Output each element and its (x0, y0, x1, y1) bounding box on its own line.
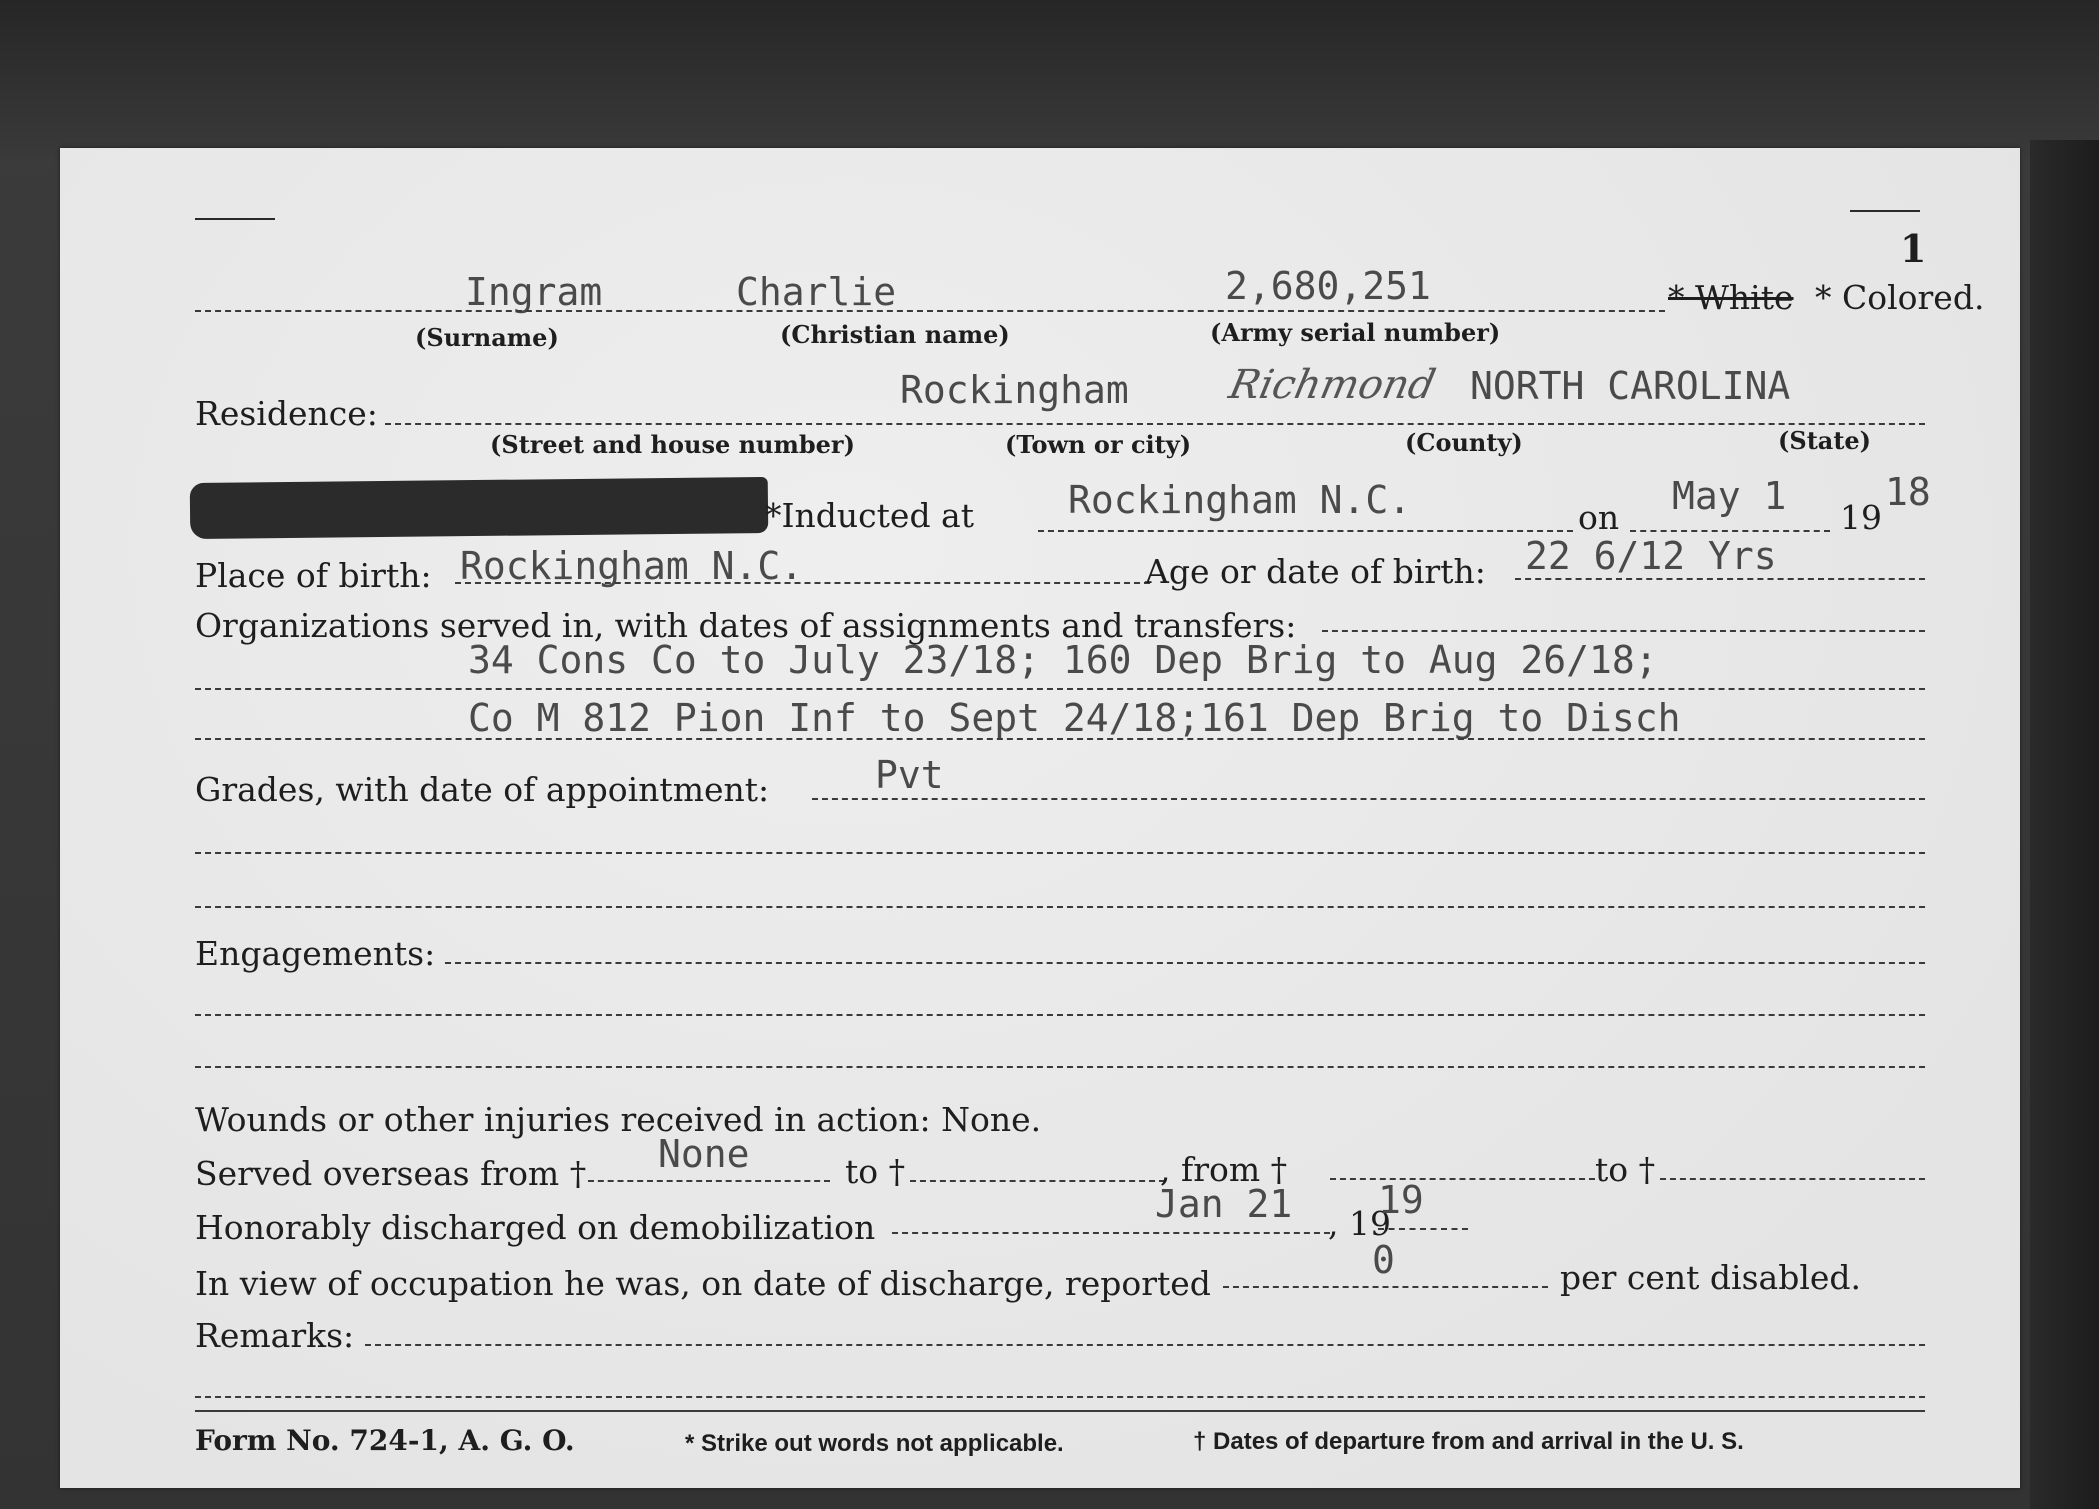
wounds-text: Wounds or other injuries received in action: None. (195, 1100, 1042, 1139)
corner-rule-right (1850, 210, 1920, 212)
surname-value: Ingram (465, 270, 603, 314)
overseas-from-line (588, 1180, 830, 1182)
engagements-line-1 (445, 962, 1925, 964)
inducted-date-value: May 1 (1672, 474, 1787, 518)
christian-name-caption: (Christian name) (780, 320, 1010, 349)
grades-line-2 (195, 852, 1925, 854)
street-caption: (Street and house number) (490, 430, 855, 459)
inducted-at-line (1038, 530, 1573, 532)
discharge-label: Honorably discharged on demobilization (195, 1208, 876, 1247)
age-line (1515, 578, 1925, 580)
grades-line-1 (812, 798, 1925, 800)
remarks-line-3 (195, 1410, 1925, 1412)
form-number: Form No. 724-1, A. G. O. (195, 1424, 575, 1457)
disability-line (1223, 1286, 1548, 1288)
background-top (0, 0, 2099, 160)
christian-name-value: Charlie (736, 270, 897, 314)
dates-note: † Dates of departure from and arrival in the U. S. (1193, 1428, 1744, 1455)
overseas-to-line (910, 1180, 1165, 1182)
inducted-year-prefix-text: 19 (1840, 498, 1882, 537)
remarks-line-2 (195, 1396, 1925, 1398)
county-caption: (County) (1405, 428, 1523, 457)
overseas-from-label: Served overseas from † (195, 1154, 587, 1193)
inducted-on-label: on (1578, 498, 1620, 537)
organizations-line-2-value: Co M 812 Pion Inf to Sept 24/18;161 Dep Brig to Disch (468, 696, 1681, 740)
redaction-mark (190, 477, 769, 539)
grades-value: Pvt (875, 753, 944, 797)
corner-rule-left (195, 218, 275, 220)
overseas-from-value: None (658, 1132, 750, 1176)
discharge-date-value: Jan 21 (1155, 1182, 1293, 1226)
residence-line (385, 423, 1925, 425)
inducted-year-suffix: 18 (1885, 470, 1931, 514)
surname-caption: (Surname) (415, 323, 559, 352)
inducted-date-line (1630, 530, 1830, 532)
overseas-from2-label: , from † (1160, 1150, 1288, 1189)
discharge-date-line (892, 1232, 1330, 1234)
overseas-from2-line (1330, 1178, 1595, 1180)
background-edge (2030, 140, 2099, 1509)
discharge-year-prefix: , 19 (1328, 1204, 1391, 1243)
disability-label: In view of occupation he was, on date of discharge, reported (195, 1264, 1211, 1303)
organizations-label: Organizations served in, with dates of assignments and transfers: (195, 606, 1297, 645)
organizations-line-1 (195, 688, 1925, 690)
serial-number-caption: (Army serial number) (1210, 318, 1501, 347)
remarks-label: Remarks: (195, 1316, 355, 1355)
grades-label: Grades, with date of appointment: (195, 770, 770, 809)
discharge-year-line (1378, 1228, 1468, 1230)
inducted-year-prefix (1840, 498, 1882, 537)
organizations-line-0 (1322, 630, 1925, 632)
disability-suffix: per cent disabled. (1560, 1258, 1862, 1297)
residence-state-value: NORTH CAROLINA (1470, 364, 1791, 408)
name-line (195, 310, 1665, 312)
place-of-birth-label: Place of birth: (195, 556, 432, 595)
serial-number-value: 2,680,251 (1225, 264, 1431, 308)
age-value: 22 6/12 Yrs (1525, 534, 1777, 578)
race-white-label (1668, 278, 1794, 317)
race-white-text: * White (1668, 278, 1794, 317)
service-record-card (60, 148, 2020, 1488)
state-caption: (State) (1778, 426, 1872, 455)
race-colored-label: * Colored. (1815, 278, 1985, 317)
age-label: Age or date of birth: (1145, 552, 1486, 591)
inducted-at-value: Rockingham N.C. (1068, 478, 1412, 522)
town-caption: (Town or city) (1005, 430, 1192, 459)
inducted-label: *Inducted at (765, 496, 974, 535)
grades-line-3 (195, 906, 1925, 908)
engagements-line-2 (195, 1014, 1925, 1016)
place-of-birth-line (455, 582, 1150, 584)
discharge-year-suffix: 19 (1378, 1178, 1424, 1222)
card-number: 1 (1900, 226, 1927, 271)
disability-value: 0 (1372, 1238, 1395, 1282)
place-of-birth-value: Rockingham N.C. (460, 544, 804, 588)
remarks-line-1 (365, 1344, 1925, 1346)
overseas-to2-label: to † (1595, 1150, 1656, 1189)
residence-town-value: Rockingham (900, 368, 1129, 412)
overseas-to-label: to † (845, 1152, 906, 1191)
residence-label: Residence: (195, 394, 378, 433)
strike-note: * Strike out words not applicable. (685, 1430, 1064, 1457)
organizations-line-1-value: 34 Cons Co to July 23/18; 160 Dep Brig to Aug 26/18; (468, 638, 1658, 682)
engagements-line-3 (195, 1066, 1925, 1068)
overseas-to2-line (1660, 1178, 1925, 1180)
residence-county-value: Richmond (1225, 362, 1440, 408)
organizations-line-2 (195, 738, 1925, 740)
engagements-label: Engagements: (195, 934, 436, 973)
